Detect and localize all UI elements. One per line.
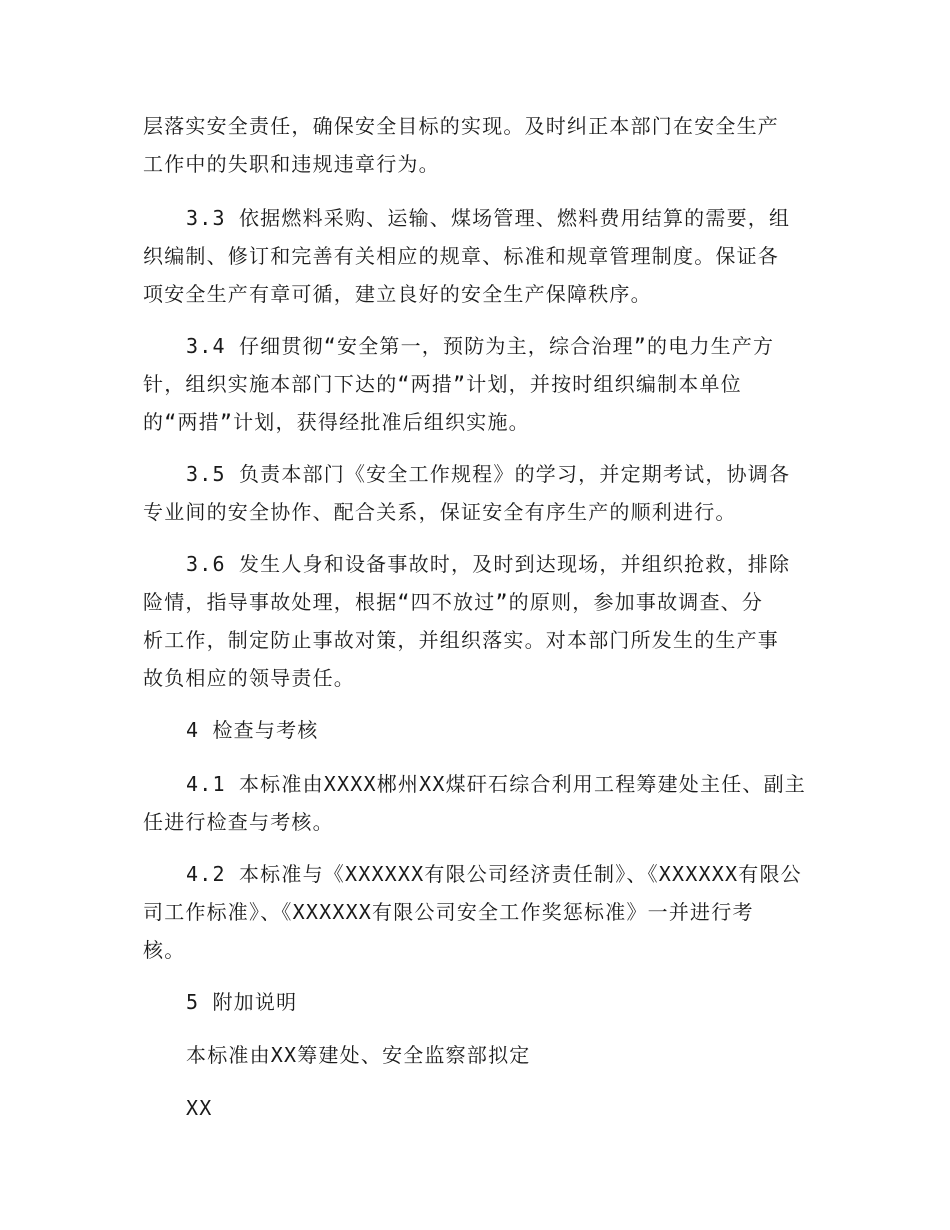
body-text-line: 层落实安全责任，确保安全目标的实现。及时纠正本部门在安全生产 bbox=[143, 114, 779, 138]
body-text-line: 工作中的失职和违规违章行为。 bbox=[143, 152, 440, 176]
section-heading-4: 4 检查与考核 bbox=[186, 718, 319, 742]
clause-3-4-line: 3.4 仔细贯彻“安全第一，预防为主，综合治理”的电力生产方 bbox=[186, 334, 775, 358]
clause-4-2-line: 4.2 本标准与《XXXXXX有限公司经济责任制》、《XXXXXX有限公 bbox=[186, 862, 802, 886]
body-text-line: 的“两措”计划，获得经批准后组织实施。 bbox=[143, 410, 530, 434]
clause-4-1-line: 4.1 本标准由XXXX郴州XX煤矸石综合利用工程筹建处主任、副主 bbox=[186, 772, 807, 796]
signature-text: XX bbox=[186, 1096, 213, 1120]
body-text-line: 针，组织实施本部门下达的“两措”计划，并按时组织编制本单位 bbox=[143, 372, 742, 396]
body-text-line: 析工作，制定防止事故对策，并组织落实。对本部门所发生的生产事 bbox=[143, 628, 779, 652]
body-text-line: 险情，指导事故处理，根据“四不放过”的原则，参加事故调查、分 bbox=[143, 590, 764, 614]
clause-3-3-line: 3.3 依据燃料采购、运输、煤场管理、燃料费用结算的需要，组 bbox=[186, 206, 791, 230]
clause-3-6-line: 3.6 发生人身和设备事故时，及时到达现场，并组织抢救，排除 bbox=[186, 552, 791, 576]
body-text-line: 织编制、修订和完善有关相应的规章、标准和规章管理制度。保证各 bbox=[143, 244, 779, 268]
body-text-line: 任进行检查与考核。 bbox=[143, 810, 334, 834]
section-heading-5: 5 附加说明 bbox=[186, 990, 298, 1014]
drafter-note: 本标准由XX筹建处、安全监察部拟定 bbox=[186, 1043, 531, 1067]
body-text-line: 故负相应的领导责任。 bbox=[143, 666, 355, 690]
body-text-line: 专业间的安全协作、配合关系，保证安全有序生产的顺利进行。 bbox=[143, 500, 737, 524]
body-text-line: 核。 bbox=[143, 938, 186, 962]
clause-3-5-line: 3.5 负责本部门《安全工作规程》的学习，并定期考试，协调各 bbox=[186, 462, 791, 486]
body-text-line: 司工作标准》、《XXXXXX有限公司安全工作奖惩标准》一并进行考 bbox=[143, 900, 754, 924]
body-text-line: 项安全生产有章可循，建立良好的安全生产保障秩序。 bbox=[143, 282, 652, 306]
